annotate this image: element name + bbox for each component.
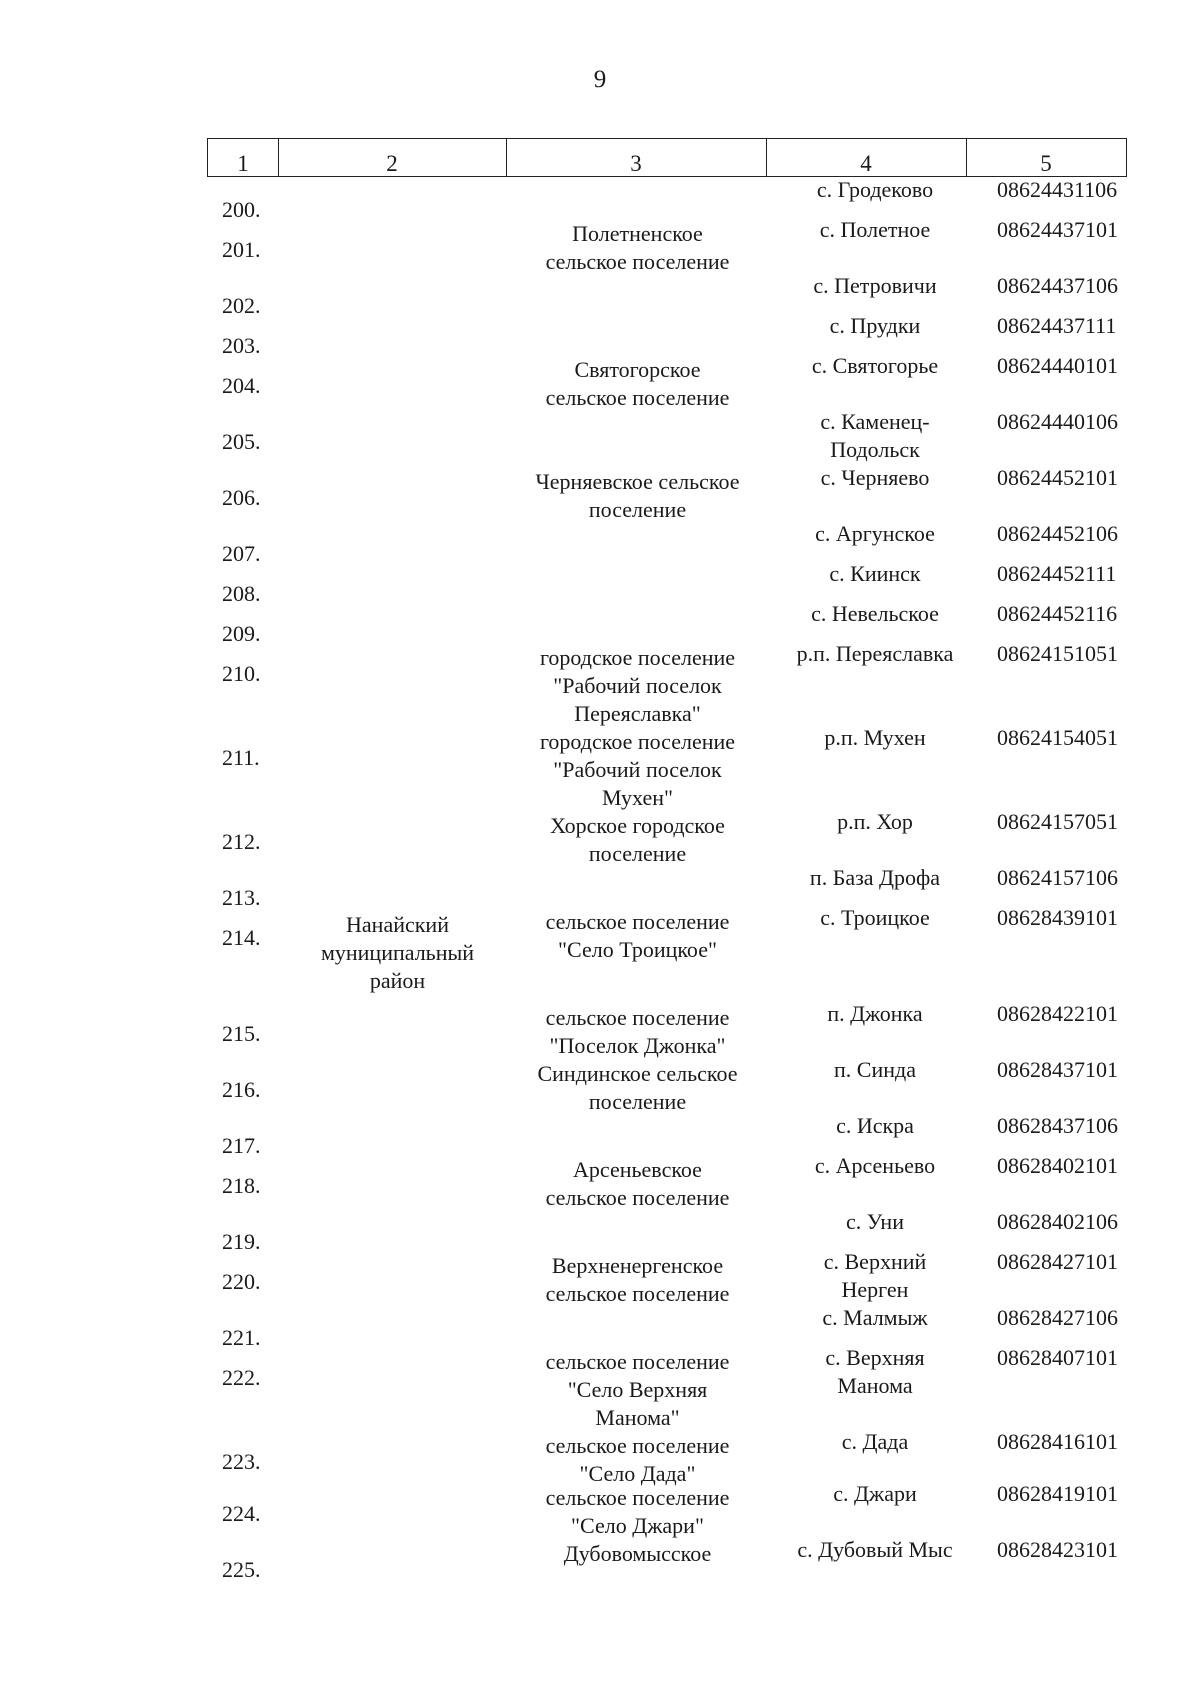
row-number: 221. — [222, 1325, 261, 1350]
settlement-name: Черняевское сельское поселение — [535, 469, 740, 522]
locality-name: с. Гродеково — [816, 177, 934, 202]
header-col-3: 3 — [630, 151, 642, 176]
oktmo-code: 08628427106 — [997, 1305, 1118, 1330]
locality-name: с. Дубовый Мыс — [797, 1537, 953, 1562]
page-number: 9 — [593, 66, 607, 93]
oktmo-code: 08624452116 — [997, 601, 1118, 626]
locality-name: с. Дада — [841, 1429, 909, 1454]
oktmo-code: 08624431106 — [997, 177, 1118, 202]
row-number: 225. — [222, 1557, 261, 1582]
row-number: 212. — [222, 829, 261, 854]
header-col-1: 1 — [237, 151, 249, 176]
row-number: 224. — [222, 1501, 261, 1526]
locality-name: с. Невельское — [811, 601, 939, 626]
settlement-name: Полетненское сельское поселение — [545, 221, 730, 274]
row-number: 200. — [222, 197, 261, 222]
header-col-5: 5 — [1040, 151, 1052, 176]
oktmo-code: 08624440106 — [997, 409, 1118, 434]
locality-name: с. Черняево — [820, 465, 930, 490]
row-number: 223. — [222, 1449, 261, 1474]
settlement-name: Верхненергенское сельское поселение — [545, 1253, 730, 1306]
header-col-4: 4 — [860, 151, 872, 176]
row-number: 218. — [222, 1173, 261, 1198]
locality-name: р.п. Мухен — [824, 725, 926, 750]
settlement-name: Святогорское сельское поселение — [545, 357, 730, 410]
row-number: 205. — [222, 429, 261, 454]
settlement-name: Синдинское сельское поселение — [537, 1061, 738, 1114]
locality-name: с. Искра — [836, 1113, 914, 1138]
settlement-name: городское поселение "Рабочий поселок Мухен" — [539, 729, 736, 810]
row-number: 207. — [222, 541, 261, 566]
oktmo-code: 08628423101 — [997, 1537, 1118, 1562]
oktmo-code: 08628407101 — [997, 1345, 1118, 1370]
oktmo-code: 08624157051 — [997, 809, 1118, 834]
locality-name: с. Верхняя Манома — [825, 1345, 925, 1398]
settlement-name: Хорское городское поселение — [550, 813, 725, 866]
row-number: 216. — [222, 1077, 261, 1102]
row-number: 220. — [222, 1269, 261, 1294]
locality-name: с. Верхний Нерген — [823, 1249, 927, 1302]
oktmo-code: 08628402106 — [997, 1209, 1118, 1234]
district-name: Нанайский муниципальный район — [320, 912, 475, 993]
oktmo-code: 08624452101 — [997, 465, 1118, 490]
locality-name: с. Уни — [846, 1209, 904, 1234]
row-number: 203. — [222, 333, 261, 358]
oktmo-code: 08628402101 — [997, 1153, 1118, 1178]
oktmo-code: 08628427101 — [997, 1249, 1118, 1274]
settlement-name: сельское поселение "Село Джари" — [545, 1485, 730, 1538]
oktmo-code: 08628416101 — [997, 1429, 1118, 1454]
locality-name: с. Святогорье — [811, 353, 939, 378]
settlement-name: сельское поселение "Село Верхняя Манома" — [545, 1349, 730, 1430]
table-header — [207, 138, 1127, 177]
locality-name: п. Джонка — [827, 1001, 923, 1026]
row-number: 204. — [222, 373, 261, 398]
oktmo-code: 08624440101 — [997, 353, 1118, 378]
settlement-name: Дубовомысское — [563, 1541, 712, 1566]
locality-name: п. База Дрофа — [809, 865, 941, 890]
row-number: 214. — [222, 925, 261, 950]
locality-name: с. Каменец- Подольск — [820, 409, 930, 462]
row-number: 222. — [222, 1365, 261, 1390]
row-number: 217. — [222, 1133, 261, 1158]
locality-name: р.п. Хор — [837, 809, 913, 834]
oktmo-code: 08628437106 — [997, 1113, 1118, 1138]
oktmo-code: 08628437101 — [997, 1057, 1118, 1082]
locality-name: с. Арсеньево — [814, 1153, 936, 1178]
oktmo-code: 08628419101 — [997, 1481, 1118, 1506]
row-number: 208. — [222, 581, 261, 606]
row-number: 215. — [222, 1021, 261, 1046]
locality-name: с. Полетное — [819, 217, 931, 242]
row-number: 206. — [222, 485, 261, 510]
row-number: 201. — [222, 237, 261, 262]
locality-name: с. Троицкое — [820, 905, 930, 930]
oktmo-code: 08624154051 — [997, 725, 1118, 750]
settlement-name: городское поселение "Рабочий поселок Переяславка" — [539, 645, 736, 726]
row-number: 202. — [222, 293, 261, 318]
locality-name: с. Киинск — [829, 561, 921, 586]
header-col-2: 2 — [386, 151, 398, 176]
locality-name: с. Прудки — [829, 313, 921, 338]
oktmo-code: 08628439101 — [997, 905, 1118, 930]
row-number: 211. — [222, 745, 260, 770]
oktmo-code: 08624151051 — [997, 641, 1118, 666]
oktmo-code: 08628422101 — [997, 1001, 1118, 1026]
settlement-name: сельское поселение "Село Троицкое" — [545, 909, 730, 962]
row-number: 209. — [222, 621, 261, 646]
oktmo-code: 08624437101 — [997, 217, 1118, 242]
locality-name: с. Аргунское — [815, 521, 935, 546]
row-number: 219. — [222, 1229, 261, 1254]
locality-name: п. Синда — [834, 1057, 916, 1082]
settlement-name: сельское поселение "Поселок Джонка" — [545, 1005, 730, 1058]
row-number: 210. — [222, 661, 261, 686]
oktmo-code: 08624452106 — [997, 521, 1118, 546]
row-number: 213. — [222, 885, 261, 910]
oktmo-code: 08624157106 — [997, 865, 1118, 890]
locality-name: р.п. Переяславка — [796, 641, 954, 666]
locality-name: с. Малмыж — [822, 1305, 928, 1330]
locality-name: с. Петровичи — [813, 273, 937, 298]
oktmo-code: 08624437106 — [997, 273, 1118, 298]
locality-name: с. Джари — [833, 1481, 917, 1506]
oktmo-code: 08624437111 — [997, 313, 1117, 338]
oktmo-code: 08624452111 — [997, 561, 1117, 586]
settlement-name: сельское поселение "Село Дада" — [545, 1433, 730, 1486]
settlement-name: Арсеньевское сельское поселение — [545, 1157, 730, 1210]
